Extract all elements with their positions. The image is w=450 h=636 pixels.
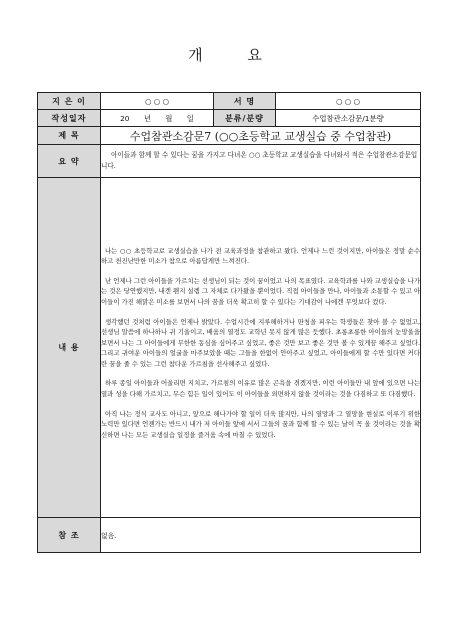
- author-label: 지 은 이: [38, 93, 101, 110]
- content-paragraph: 생각했던 것처럼 아이들은 언제나 밝았다. 수업시간에 지루해하거나 딴청을 피우는 학생들은 찾아 볼 수 없었고, 선생님 말씀에 하나하나 귀 기울이고, 배움의 열정도 교학년 못지 않게 많은 듯했다. 초롱초롱한 아이들의 눈망울을 보면서 나는 그 아이들에게 무한한 동심을 심어주고 싶었고, 좋은 것만 보고 좋은 것만 볼 수 있게끔 해주고 싶었다. 그리고 귀여운 아이들의 얼굴을 마주보았을 때는 그들을 한없이 안아주고 싶었고, 아이들에게 할 수만 있다면 커다란 꿈을 줄 수 있는 그런 참다운 가르침을 선사해주고 싶었다.: [101, 317, 420, 368]
- date-label: 작성일자: [38, 110, 101, 127]
- content-body: [101, 178, 421, 518]
- signature-value: ○ ○ ○: [276, 93, 421, 110]
- reference-value: 없음.: [101, 518, 421, 553]
- date-value: 20 년 월 일: [101, 110, 214, 127]
- content-label: 내 용: [38, 178, 101, 518]
- content-paragraph: 하루 종일 아이들과 어울리면 지치고, 가르침의 이유로 많은 곤욕을 겪겠지만, 이런 아이들만 내 앞에 있으면 나는 열과 성을 다해 가르치고, 무슨 힘든 일이 있어도 이 아이들을 외면하지 않을 것이라는 것을 다짐하고 또 다짐했다.: [101, 379, 420, 399]
- reference-label: 참 조: [38, 518, 101, 553]
- author-value: ○ ○ ○: [101, 93, 214, 110]
- content-paragraph: 아직 나는 정식 교사도 아니고, 앞으로 해나가야 할 일이 더욱 많지만, 나의 열망과 그 열망을 현실로 이루기 위한 노력만 있다면 언젠가는 반드시 내가 저 아이들 앞에 서서 그들의 꿈과 함께 할 수 있는 날이 꼭 올 것이라는 것을 확신하면 나는 모든 교생실습 일정을 즐거움 속에 마칠 수 있었다.: [101, 409, 420, 439]
- summary-label: 요 약: [38, 145, 101, 178]
- subject-label: 제 목: [38, 127, 101, 145]
- document-title: 개 요: [188, 46, 282, 64]
- summary-text: 아이들과 함께 할 수 있다는 꿈을 가지고 다녀온 ○○ 초등학교 교생실습을 다녀와서 적은 수업참관소감문입니다.: [101, 145, 421, 178]
- category-label: 분류/분량: [214, 110, 276, 127]
- subject-value: 수업참관소감문7 (○○초등학교 교생실습 중 수업참관): [101, 127, 421, 145]
- signature-label: 서 명: [214, 93, 276, 110]
- report-form: [37, 92, 421, 553]
- content-paragraph: 나는 ○○ 초등학교로 교생실습을 나가 전 교육과정을 참관하고 왔다. 언제나 느낀 것이지만, 아이들은 정말 순수하고 천진난만한 미소가 참으로 아름답게만 느껴진다.: [101, 246, 420, 266]
- content-paragraph: 난 언제나 그런 아이들을 가르치는 선생님이 되는 것이 꿈이었고 나의 목표였다. 교육학과를 나와 교생실습을 나가는 것은 당연했지만, 내겐 왠지 설렘 그 자체로 다가왔을 뿐이었다. 직접 아이들을 만나, 아이들과 소통할 수 있고 아이들이 가진 해맑은 미소를 보면서 나의 꿈을 더욱 확고히 할 수 있다는 기대감이 나에겐 무엇보다 컸다.: [101, 276, 420, 306]
- category-value: 수업참관소감문/1분량: [276, 110, 421, 127]
